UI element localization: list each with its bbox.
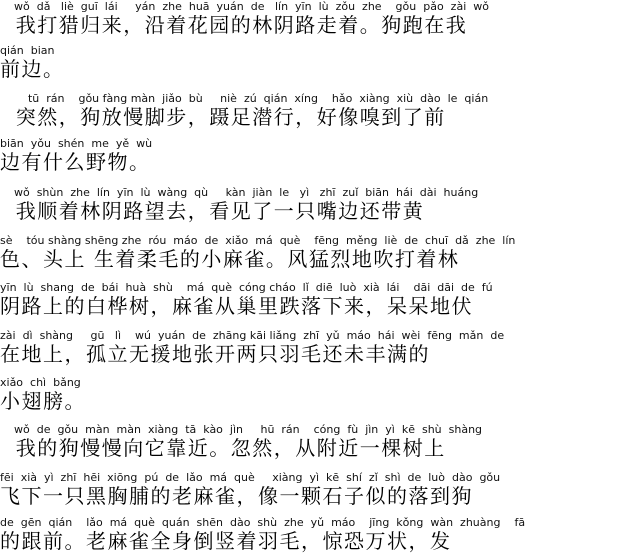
hanzi-line: 小翅膀。 — [0, 389, 86, 413]
pinyin-line: wǒ de gǒu màn màn xiàng tā kào jìn hū rán cóng fù jìn yì kē shù shàng — [0, 423, 483, 436]
hanzi-line: 色、头上 生着柔毛的小麻雀。风猛烈地吹打着林 — [0, 247, 460, 271]
hanzi-line: 我的狗慢慢向它靠近。忽然，从附近一棵树上 — [0, 436, 446, 460]
hanzi-line: 的跟前。老麻雀全身倒竖着羽毛，惊恐万状，发 — [0, 529, 452, 553]
hanzi-line: 我打猎归来，沿着花园的林阴路走着。狗跑在我 — [0, 13, 468, 37]
pinyin-line: wǒ shùn zhe lín yīn lù wàng qù kàn jiàn le yì zhī zuǐ biān hái dài huáng — [0, 186, 479, 199]
pinyin-line: xiǎo chì bǎng — [0, 376, 81, 389]
hanzi-line: 前边。 — [0, 57, 65, 81]
hanzi-line: 阴路上的白桦树，麻雀从巢里跌落下来，呆呆地伏 — [0, 294, 473, 318]
hanzi-line: 飞下一只黑胸脯的老麻雀，像一颗石子似的落到狗 — [0, 484, 473, 508]
pinyin-line: yīn lù shang de bái huà shù má què cóng cháo lǐ diē luò xià lái dāi dāi de fú — [0, 281, 493, 294]
hanzi-line: 我顺着林阴路望去，看见了一只嘴边还带黄 — [0, 199, 425, 223]
pinyin-line: wǒ dǎ liè guī lái yán zhe huā yuán de lín yīn lù zǒu zhe gǒu pǎo zài wǒ — [0, 0, 489, 13]
pinyin-line: tū rán gǒu fàng màn jiǎo bù niè zú qián xíng hǎo xiàng xiù dào le qián — [0, 92, 489, 105]
pinyin-line: fēi xià yì zhī hēi xiōng pú de lǎo má què xiàng yì kē shí zǐ shì de luò dào gǒu — [0, 471, 501, 484]
pinyin-line: zài dì shàng gū lì wú yuán de zhāng kāi liǎng zhī yǔ máo hái wèi fēng mǎn de — [0, 329, 505, 342]
hanzi-line: 突然，狗放慢脚步，蹑足潜行，好像嗅到了前 — [0, 105, 446, 129]
hanzi-line: 边有什么野物。 — [0, 150, 151, 174]
pinyin-line: biān yǒu shén me yě wù — [0, 137, 153, 150]
hanzi-line: 在地上，孤立无援地张开两只羽毛还未丰满的 — [0, 342, 430, 366]
pinyin-line: de gēn qián lǎo má què quán shēn dào shù zhe yǔ máo jīng kǒng wàn zhuàng fā — [0, 516, 526, 529]
pinyin-line: qián bian — [0, 44, 55, 57]
pinyin-line: sè tóu shàng shēng zhe róu máo de xiǎo má què fēng měng liè de chuī dǎ zhe lín — [0, 234, 516, 247]
